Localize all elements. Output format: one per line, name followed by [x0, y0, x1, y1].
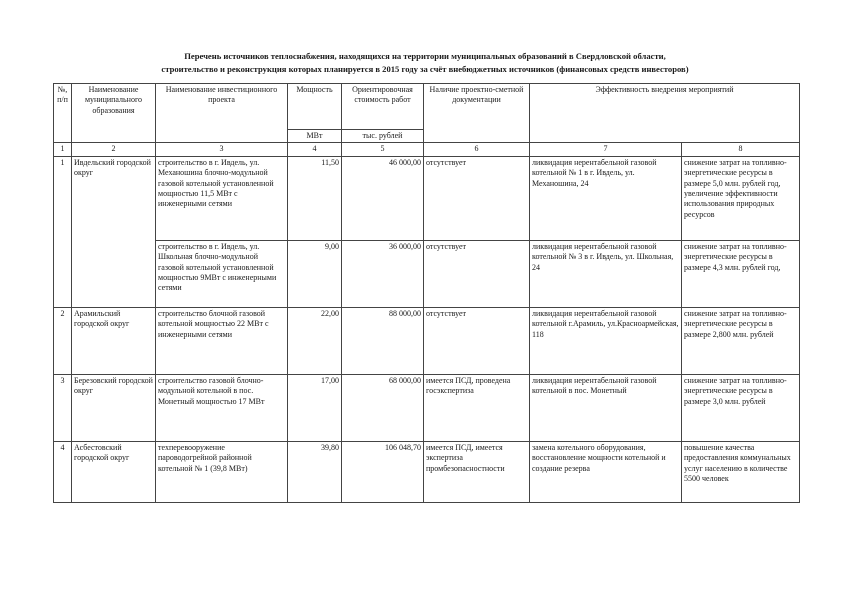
header-num: №, п/п — [54, 84, 72, 143]
row-municipality: Ивдельский городской округ — [72, 156, 156, 307]
col-number: 4 — [288, 143, 342, 156]
row-docs: отсутствует — [424, 240, 530, 307]
row-effect-7: ликвидация нерентабельной газовой котельной г.Арамиль, ул.Красноармейская, 118 — [530, 307, 682, 374]
unit-power: МВт — [288, 130, 342, 143]
table-row — [54, 374, 800, 441]
row-project: строительство блочной газовой котельной мощностью 22 МВт с инженерными сетями — [156, 307, 288, 374]
col-number: 1 — [54, 143, 72, 156]
document-title — [0, 50, 850, 76]
header-power: Мощность — [288, 84, 342, 130]
row-project: техперевооружение пароводогрейной районной котельной № 1 (39,8 МВт) — [156, 441, 288, 502]
row-docs: имеется ПСД, проведена госэкспертиза — [424, 374, 530, 441]
header-docs: Наличие проектно-сметной документации — [424, 84, 530, 143]
row-project: строительство в г. Ивдель, ул. Механошина блочно-модульной газовой котельной установленной мощностью 11,5 МВт с инженерными сетями — [156, 156, 288, 240]
row-power: 11,50 — [288, 156, 342, 240]
row-project: строительство газовой блочно-модульной котельной в пос. Монетный мощностью 17 МВт — [156, 374, 288, 441]
col-number: 2 — [72, 143, 156, 156]
row-cost: 106 048,70 — [342, 441, 424, 502]
col-number: 7 — [530, 143, 682, 156]
table-row — [54, 441, 800, 502]
row-effect-7: ликвидация нерентабельной газовой котельной № 1 в г. Ивдель, ул. Механошина, 24 — [530, 156, 682, 240]
header-effect: Эффективность внедрения мероприятий — [530, 84, 800, 143]
header-row — [54, 84, 800, 130]
unit-cost: тыс. рублей — [342, 130, 424, 143]
row-effect-8: снижение затрат на топливно-энергетические ресурсы в размере 3,0 млн. рублей — [682, 374, 800, 441]
row-effect-8: снижение затрат на топливно-энергетические ресурсы в размере 5,0 млн. рублей год, увеличение эффективности использования природных ресурсов — [682, 156, 800, 240]
row-power: 22,00 — [288, 307, 342, 374]
header-cost: Ориентировочная стоимость работ — [342, 84, 424, 130]
row-effect-8: снижение затрат на топливно-энергетические ресурсы в размере 2,800 млн. рублей — [682, 307, 800, 374]
projects-table — [53, 83, 800, 503]
row-effect-7: замена котельного оборудования, восстановление мощности котельной и создание резерва — [530, 441, 682, 502]
header-project: Наименование инвестиционного проекта — [156, 84, 288, 143]
row-cost: 88 000,00 — [342, 307, 424, 374]
table-row — [54, 156, 800, 240]
row-effect-8: повышение качества предоставления коммунальных услуг населению в количестве 5500 человек — [682, 441, 800, 502]
row-docs: отсутствует — [424, 307, 530, 374]
row-num: 3 — [54, 374, 72, 441]
col-number: 5 — [342, 143, 424, 156]
row-cost: 68 000,00 — [342, 374, 424, 441]
table-row — [54, 240, 800, 307]
row-docs: имеется ПСД, имеется экспертиза промбезопасностности — [424, 441, 530, 502]
title-line-2: строительство и реконструкция которых планируется в 2015 году за счёт внебюджетных источников (финансовых средств инвесторов) — [161, 64, 689, 74]
row-municipality: Асбестовский городской округ — [72, 441, 156, 502]
row-municipality: Березовский городской округ — [72, 374, 156, 441]
row-effect-7: ликвидация нерентабельной газовой котельной № 3 в г. Ивдель, ул. Школьная, 24 — [530, 240, 682, 307]
row-power: 9,00 — [288, 240, 342, 307]
row-municipality: Арамильский городской округ — [72, 307, 156, 374]
col-number: 3 — [156, 143, 288, 156]
row-power: 17,00 — [288, 374, 342, 441]
title-line-1: Перечень источников теплоснабжения, находящихся на территории муниципальных образований в Свердловской области, — [184, 51, 666, 61]
row-num: 1 — [54, 156, 72, 307]
col-number: 8 — [682, 143, 800, 156]
row-effect-7: ликвидация нерентабельной газовой котельной в пос. Монетный — [530, 374, 682, 441]
row-effect-8: снижение затрат на топливно-энергетические ресурсы в размере 4,3 млн. рублей год, — [682, 240, 800, 307]
header-municipality: Наименование муниципального образования — [72, 84, 156, 143]
table-row — [54, 307, 800, 374]
col-number: 6 — [424, 143, 530, 156]
row-docs: отсутствует — [424, 156, 530, 240]
row-num: 2 — [54, 307, 72, 374]
row-power: 39,80 — [288, 441, 342, 502]
row-project: строительство в г. Ивдель, ул. Школьная блочно-модульной газовой котельной установленной мощностью 9МВт с инженерными сетями — [156, 240, 288, 307]
row-num: 4 — [54, 441, 72, 502]
row-cost: 46 000,00 — [342, 156, 424, 240]
row-cost: 36 000,00 — [342, 240, 424, 307]
column-numbers-row — [54, 143, 800, 156]
